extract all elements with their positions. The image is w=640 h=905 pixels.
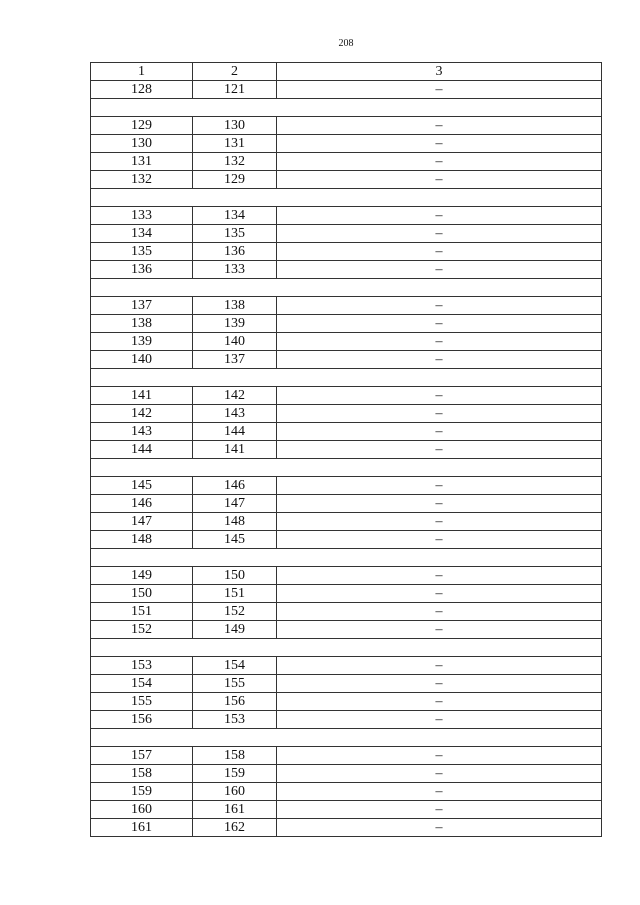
table-row [91, 819, 602, 837]
table-row [91, 765, 602, 783]
table-cell-col-1: 153 [91, 657, 193, 675]
table-cell-col-1: 152 [91, 621, 193, 639]
table-cell-col-3: – [277, 765, 602, 783]
separator-row [91, 459, 602, 477]
table-row [91, 135, 602, 153]
table-cell-col-3: – [277, 801, 602, 819]
table-cell-col-1: 135 [91, 243, 193, 261]
table-cell-col-1: 149 [91, 567, 193, 585]
table-cell-col-3: – [277, 747, 602, 765]
table-cell-col-3: – [277, 657, 602, 675]
table-cell-col-3: – [277, 315, 602, 333]
table-cell-col-1: 144 [91, 441, 193, 459]
table-cell-col-3: – [277, 333, 602, 351]
table-row [91, 81, 602, 99]
table-cell-col-3: – [277, 225, 602, 243]
table-cell-col-2: 142 [193, 387, 277, 405]
table-row [91, 351, 602, 369]
table-cell-col-1: 139 [91, 333, 193, 351]
separator-row [91, 639, 602, 657]
table-cell-col-2: 162 [193, 819, 277, 837]
table-cell-col-1: 145 [91, 477, 193, 495]
table-cell-col-3: – [277, 819, 602, 837]
table-cell-col-3: – [277, 351, 602, 369]
table-row [91, 405, 602, 423]
table-cell-col-2: 152 [193, 603, 277, 621]
table-cell-col-2: 132 [193, 153, 277, 171]
table-row [91, 333, 602, 351]
table-cell-col-3: – [277, 531, 602, 549]
table-cell-col-2: 129 [193, 171, 277, 189]
separator-row [91, 189, 602, 207]
table-cell-col-3: – [277, 513, 602, 531]
table-cell-col-1: 129 [91, 117, 193, 135]
table-cell-col-3: – [277, 711, 602, 729]
table-body [91, 63, 602, 837]
table-cell-col-2: 150 [193, 567, 277, 585]
separator-row [91, 729, 602, 747]
table-cell-col-3: – [277, 117, 602, 135]
table-row [91, 621, 602, 639]
table-cell-col-2: 135 [193, 225, 277, 243]
table-cell-col-3: – [277, 675, 602, 693]
separator-cell [91, 639, 602, 657]
table-cell-col-2: 138 [193, 297, 277, 315]
table-cell-col-3: – [277, 477, 602, 495]
table-cell-col-1: 130 [91, 135, 193, 153]
table-cell-col-1: 140 [91, 351, 193, 369]
table-cell-col-2: 147 [193, 495, 277, 513]
table-cell-col-3: – [277, 297, 602, 315]
table-cell-col-1: 157 [91, 747, 193, 765]
table-cell-col-3: – [277, 621, 602, 639]
table-row [91, 243, 602, 261]
separator-cell [91, 279, 602, 297]
table-row [91, 693, 602, 711]
table-row [91, 567, 602, 585]
table-cell-col-2: 149 [193, 621, 277, 639]
table-cell-col-2: 121 [193, 81, 277, 99]
separator-row [91, 369, 602, 387]
separator-row [91, 99, 602, 117]
separator-cell [91, 99, 602, 117]
table-cell-col-1: 154 [91, 675, 193, 693]
table-cell-col-3: – [277, 441, 602, 459]
table-cell-col-1: 151 [91, 603, 193, 621]
table-cell-col-2: 148 [193, 513, 277, 531]
table-cell-col-2: 130 [193, 117, 277, 135]
table-cell-col-1: 150 [91, 585, 193, 603]
separator-cell [91, 459, 602, 477]
table-cell-col-3: – [277, 585, 602, 603]
separator-cell [91, 189, 602, 207]
table-cell-col-3: – [277, 405, 602, 423]
table-row [91, 513, 602, 531]
table-cell-col-1: 159 [91, 783, 193, 801]
table-cell-col-3: – [277, 261, 602, 279]
table-cell-col-3: – [277, 495, 602, 513]
table-cell-col-3: – [277, 783, 602, 801]
table-cell-col-1: 128 [91, 81, 193, 99]
table-cell-col-2: 134 [193, 207, 277, 225]
table-cell-col-1: 133 [91, 207, 193, 225]
separator-row [91, 549, 602, 567]
table-row [91, 297, 602, 315]
table-row [91, 423, 602, 441]
table-cell-col-1: 132 [91, 171, 193, 189]
table-row [91, 657, 602, 675]
table-cell-col-3: – [277, 171, 602, 189]
table-cell-col-3: – [277, 603, 602, 621]
table-cell-col-2: 156 [193, 693, 277, 711]
table-cell-col-2: 143 [193, 405, 277, 423]
table-row [91, 711, 602, 729]
table-row [91, 801, 602, 819]
table-cell-col-1: 158 [91, 765, 193, 783]
table-cell-col-3: – [277, 153, 602, 171]
separator-cell [91, 549, 602, 567]
table-cell-col-2: 160 [193, 783, 277, 801]
table-cell-col-1: 137 [91, 297, 193, 315]
table-cell-col-1: 131 [91, 153, 193, 171]
table-row [91, 261, 602, 279]
page-number: 208 [338, 38, 354, 49]
header-cell-2: 2 [193, 63, 277, 81]
table-cell-col-1: 138 [91, 315, 193, 333]
table-cell-col-2: 155 [193, 675, 277, 693]
table-row [91, 675, 602, 693]
table-cell-col-1: 156 [91, 711, 193, 729]
table-cell-col-1: 161 [91, 819, 193, 837]
table-row [91, 783, 602, 801]
table-row [91, 387, 602, 405]
table-cell-col-1: 146 [91, 495, 193, 513]
table-cell-col-2: 151 [193, 585, 277, 603]
table-cell-col-3: – [277, 207, 602, 225]
table-cell-col-2: 137 [193, 351, 277, 369]
table-cell-col-1: 136 [91, 261, 193, 279]
table-cell-col-2: 136 [193, 243, 277, 261]
table-cell-col-2: 153 [193, 711, 277, 729]
table-row [91, 603, 602, 621]
table-row [91, 747, 602, 765]
table-cell-col-2: 159 [193, 765, 277, 783]
table-row [91, 315, 602, 333]
header-cell-1: 1 [91, 63, 193, 81]
table-cell-col-3: – [277, 135, 602, 153]
table-cell-col-2: 144 [193, 423, 277, 441]
table-cell-col-1: 147 [91, 513, 193, 531]
separator-cell [91, 369, 602, 387]
table-row [91, 477, 602, 495]
table-row [91, 153, 602, 171]
separator-row [91, 279, 602, 297]
data-table [90, 62, 602, 837]
table-cell-col-1: 160 [91, 801, 193, 819]
table-cell-col-1: 134 [91, 225, 193, 243]
table-cell-col-2: 133 [193, 261, 277, 279]
table-cell-col-1: 141 [91, 387, 193, 405]
header-row [91, 63, 602, 81]
separator-cell [91, 729, 602, 747]
table-cell-col-3: – [277, 567, 602, 585]
table-cell-col-2: 139 [193, 315, 277, 333]
table-cell-col-2: 161 [193, 801, 277, 819]
table-row [91, 171, 602, 189]
table-row [91, 117, 602, 135]
table-cell-col-1: 148 [91, 531, 193, 549]
table-cell-col-2: 145 [193, 531, 277, 549]
table-cell-col-2: 158 [193, 747, 277, 765]
table-row [91, 441, 602, 459]
table-cell-col-2: 140 [193, 333, 277, 351]
table-cell-col-3: – [277, 243, 602, 261]
table-row [91, 225, 602, 243]
table-cell-col-1: 142 [91, 405, 193, 423]
header-cell-3: 3 [277, 63, 602, 81]
table-row [91, 531, 602, 549]
table-cell-col-1: 155 [91, 693, 193, 711]
table-cell-col-3: – [277, 693, 602, 711]
table-row [91, 585, 602, 603]
table-cell-col-2: 131 [193, 135, 277, 153]
table-cell-col-2: 146 [193, 477, 277, 495]
table-cell-col-3: – [277, 81, 602, 99]
table-cell-col-2: 141 [193, 441, 277, 459]
table-cell-col-3: – [277, 423, 602, 441]
table-cell-col-1: 143 [91, 423, 193, 441]
table-cell-col-3: – [277, 387, 602, 405]
table-row [91, 495, 602, 513]
table-cell-col-2: 154 [193, 657, 277, 675]
table-row [91, 207, 602, 225]
